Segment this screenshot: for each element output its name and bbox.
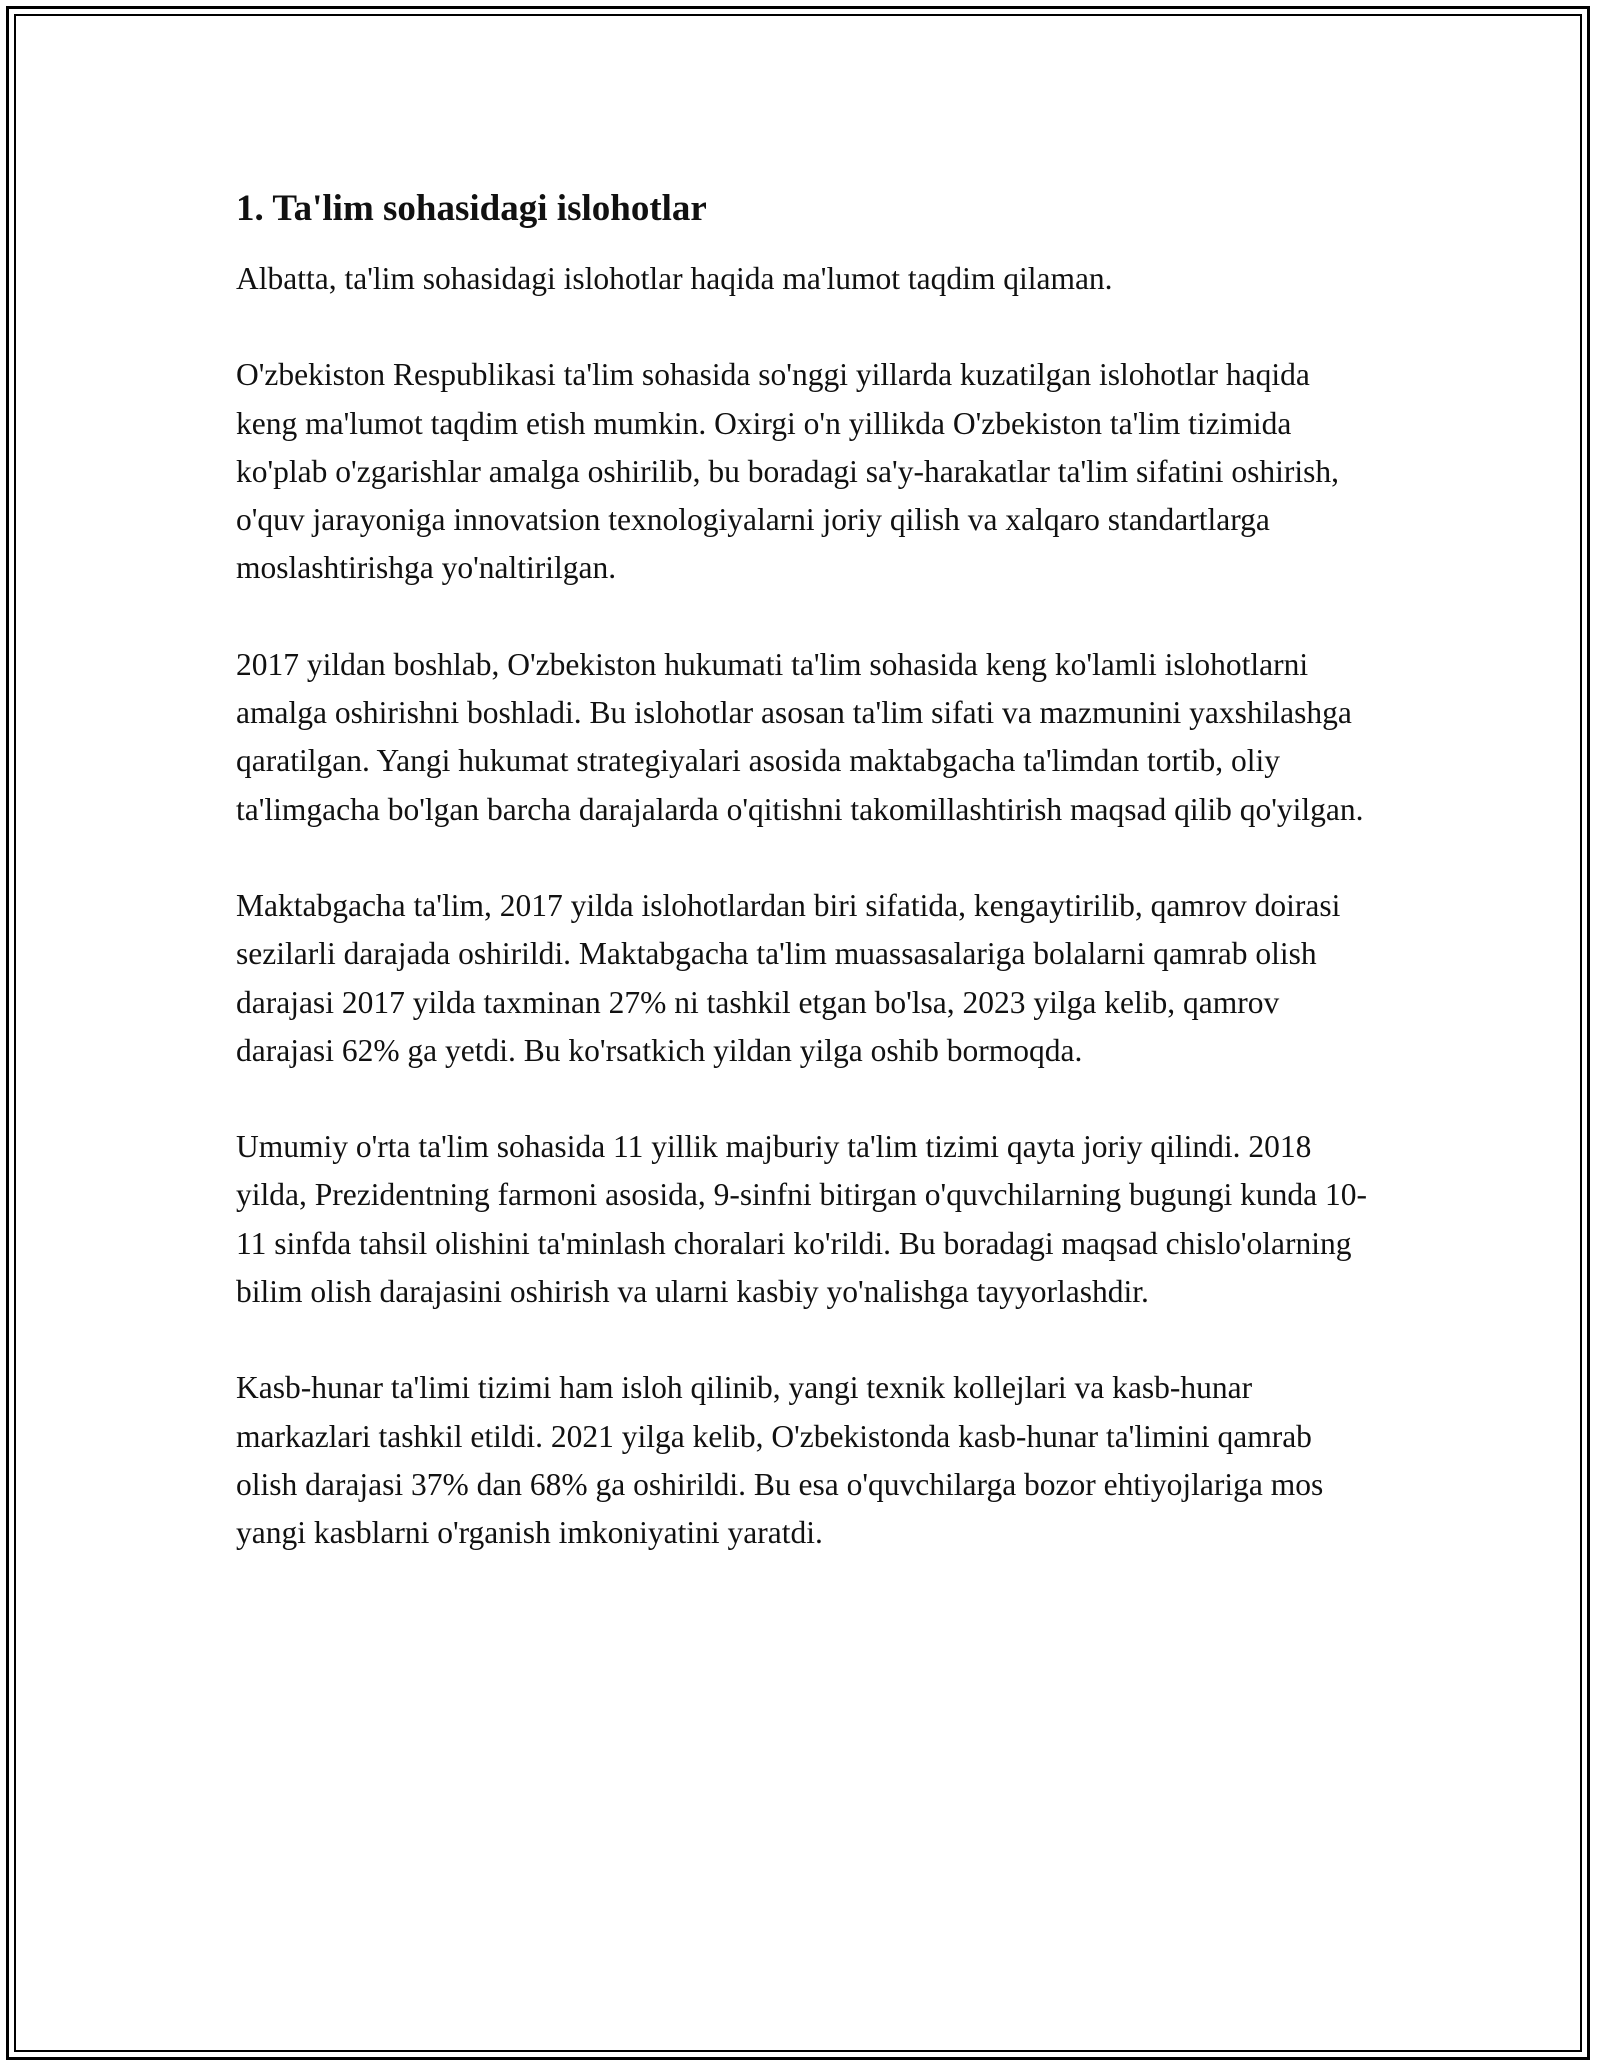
paragraph-vocational: Kasb-hunar ta'limi tizimi ham isloh qilinib, yangi texnik kollejlari va kasb-hunar markazlari tashkil etildi. 2021 yilga kelib, O'zbekistonda kasb-hunar ta'limini qamrab olish darajasi 37% dan 68% ga oshirildi. Bu esa o'quvchilarga bozor ehtiyojlariga mos yangi kasblarni o'rganish imkoniyatini yaratdi. [236,1370,1324,1551]
section-title: 1. Ta'lim sohasidagi islohotlar [236,188,707,229]
paragraph-preschool: Maktabgacha ta'lim, 2017 yilda islohotlardan biri sifatida, kengaytirilib, qamrov doirasi sezilarli darajada oshirildi. Maktabgacha ta'lim muassasalariga bolalarni qamrab olish darajasi 2017 yilda taxminan 27% ni tashkil etgan bo'lsa, 2023 yilga kelib, qamrov darajasi 62% ga yetdi. Bu ko'rsatkich yildan yilga oshib bormoqda. [236,887,1341,1068]
document-body [236,185,1368,1606]
paragraph-general-secondary: Umumiy o'rta ta'lim sohasida 11 yillik majburiy ta'lim tizimi qayta joriy qilindi. 2018 yilda, Prezidentning farmoni asosida, 9-sinfni bitirgan o'quvchilarning bugungi kunda 10-11 sinfda tahsil olishini ta'minlash choralari ko'rildi. Bu boradagi maqsad chislo'olarning bilim olish darajasini oshirish va ularni kasbiy yo'nalishga tayyorlashdir. [236,1129,1368,1310]
paragraph-intro: Albatta, ta'lim sohasidagi islohotlar haqida ma'lumot taqdim qilaman. [236,261,1113,296]
paragraph-2017-reforms: 2017 yildan boshlab, O'zbekiston hukumati ta'lim sohasida keng ko'lamli islohotlarni amalga oshirishni boshladi. Bu islohotlar asosan ta'lim sifati va mazmunini yaxshilashga qaratilgan. Yangi hukumat strategiyalari asosida maktabgacha ta'limdan tortib, oliy ta'limgacha bo'lgan barcha darajalarda o'qitishni takomillashtirish maqsad qilib qo'yilgan. [236,646,1364,827]
paragraph-overview: O'zbekiston Respublikasi ta'lim sohasida so'nggi yillarda kuzatilgan islohotlar haqida keng ma'lumot taqdim etish mumkin. Oxirgi o'n yillikda O'zbekiston ta'lim tizimida ko'plab o'zgarishlar amalga oshirilib, bu boradagi sa'y-harakatlar ta'lim sifatini oshirish, o'quv jarayoniga innovatsion texnologiyalarni joriy qilish va xalqaro standartlarga moslashtirishga yo'naltirilgan. [236,357,1340,586]
